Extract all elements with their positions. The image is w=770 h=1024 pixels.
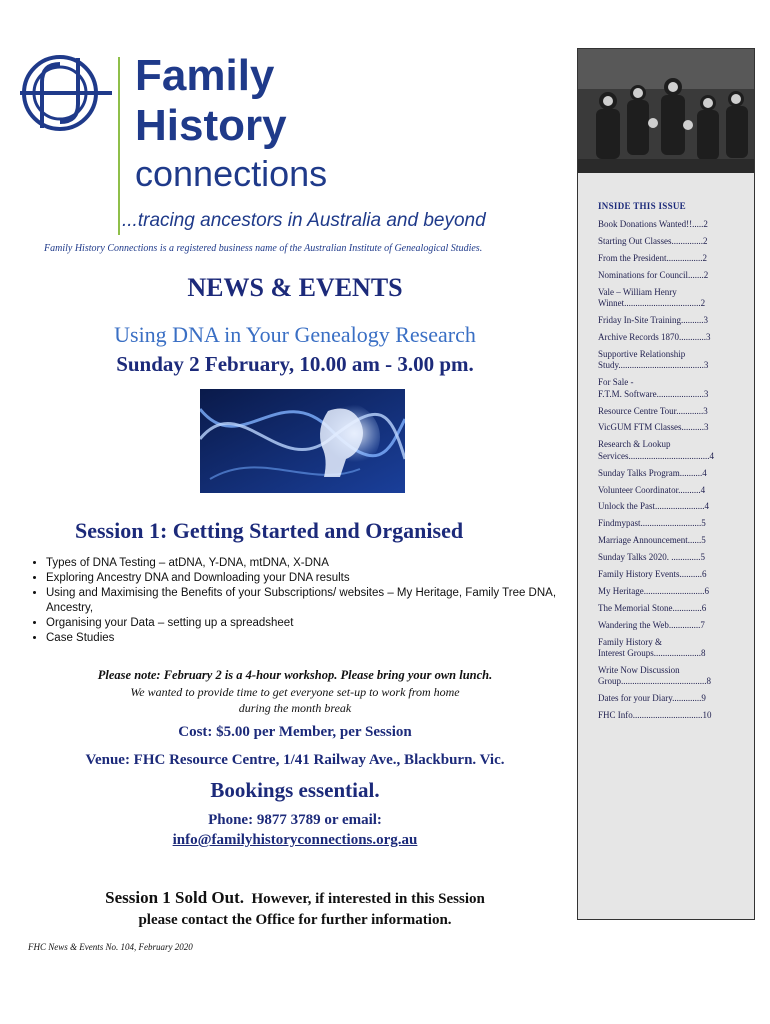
- toc-item[interactable]: [598, 693, 740, 705]
- brand-line-family: Family: [135, 51, 275, 100]
- toc-item-page: 4: [702, 467, 707, 478]
- toc-item-leader: ...........................: [640, 518, 702, 529]
- toc-item-page: 3: [703, 314, 709, 325]
- toc-item-label: The Memorial Stone: [598, 602, 673, 613]
- toc-item[interactable]: [598, 315, 740, 327]
- toc-item-page: 8: [706, 676, 711, 687]
- list-item: • Case Studies: [46, 631, 591, 646]
- toc-item[interactable]: [598, 377, 740, 400]
- toc-item-leader: ..........: [681, 314, 704, 325]
- toc-item-label: Friday In-Site Training: [598, 314, 682, 325]
- toc-item[interactable]: [598, 535, 740, 547]
- toc-item[interactable]: [598, 518, 740, 530]
- toc-item-page: 4: [704, 501, 709, 512]
- toc-item-label: Starting Out Classes: [598, 235, 672, 246]
- issue-footer: FHC News & Events No. 104, February 2020: [28, 942, 193, 952]
- workshop-note: Please note: February 2 is a 4-hour workshop. Please bring your own lunch.: [97, 668, 493, 682]
- toc-item-page: 2: [703, 235, 708, 246]
- toc-item[interactable]: [598, 665, 740, 688]
- toc-item-label: My Heritage: [598, 585, 644, 596]
- toc-item-page: 3: [703, 388, 709, 399]
- sold-out-notice: [20, 887, 570, 931]
- toc-item-leader: ......................................: [618, 360, 704, 371]
- table-of-contents: [598, 219, 740, 727]
- topic-list: [22, 556, 591, 646]
- toc-item-page: 8: [701, 648, 706, 659]
- toc-item[interactable]: [598, 620, 740, 632]
- toc-item-leader: ............: [678, 331, 706, 342]
- toc-item-page: 3: [703, 422, 709, 433]
- toc-item-page: 4: [700, 484, 706, 495]
- list-item: • Exploring Ancestry DNA and Downloading your DNA results: [46, 571, 591, 586]
- cost-text: Cost: $5.00 per Member, per Session: [178, 724, 412, 740]
- toc-item-page: 9: [701, 693, 706, 704]
- toc-item-page: 6: [702, 569, 707, 580]
- toc-item-leader: .............: [672, 693, 702, 704]
- toc-item[interactable]: [598, 439, 740, 462]
- toc-item-page: 6: [701, 602, 707, 613]
- toc-item-leader: ............: [676, 405, 704, 416]
- toc-item-label: Write Now Discussion Group: [598, 664, 680, 687]
- toc-item[interactable]: [598, 236, 740, 248]
- phone-text: Phone: 9877 3789 or email:: [208, 812, 382, 828]
- toc-item[interactable]: [598, 349, 740, 372]
- venue-text: Venue: FHC Resource Centre, 1/41 Railway Ave., Blackburn. Vic.: [85, 752, 505, 768]
- toc-item-label: Sunday Talks Program: [598, 467, 680, 478]
- logo-divider: [118, 57, 120, 235]
- list-item: • Organising your Data – setting up a spreadsheet: [46, 616, 591, 631]
- toc-item-label: Marriage Announcement: [598, 535, 688, 546]
- toc-item-label: Research & Lookup Services: [598, 439, 671, 461]
- toc-item-leader: ..............: [668, 619, 701, 630]
- toc-item-leader: ..........: [679, 569, 702, 580]
- family-photo: [578, 49, 754, 173]
- toc-item-leader: ..........: [681, 422, 704, 433]
- workshop-note-line3: during the month break: [238, 701, 352, 715]
- toc-item-leader: .....................: [653, 648, 701, 659]
- toc-item[interactable]: [598, 569, 740, 581]
- toc-item[interactable]: [598, 552, 740, 564]
- toc-item-leader: ................: [666, 252, 703, 263]
- toc-item[interactable]: [598, 332, 740, 344]
- toc-item-leader: .....: [692, 219, 704, 229]
- dna-illustration: [200, 389, 405, 493]
- toc-item-label: Family History Events: [598, 569, 680, 580]
- toc-item-leader: .............: [671, 552, 701, 563]
- toc-item-leader: .............: [672, 602, 702, 613]
- toc-item-page: 2: [700, 298, 706, 309]
- sold-out-lead: Session 1 Sold Out.: [105, 888, 245, 907]
- event-date: Sunday 2 February, 10.00 am - 3.00 pm.: [116, 352, 474, 376]
- newsletter-title: NEWS & EVENTS: [187, 273, 403, 302]
- bookings-heading: Bookings essential.: [210, 778, 380, 802]
- toc-item[interactable]: [598, 270, 740, 282]
- toc-item-page: 4: [709, 450, 714, 461]
- email-link[interactable]: info@familyhistoryconnections.org.au: [172, 832, 418, 848]
- toc-item-leader: ..........: [679, 467, 703, 478]
- toc-item[interactable]: [598, 501, 740, 513]
- toc-item-page: 3: [705, 331, 711, 342]
- toc-item[interactable]: [598, 219, 740, 231]
- toc-item-page: 2: [702, 252, 707, 263]
- toc-item-page: 10: [702, 710, 712, 721]
- toc-item-label: Sunday Talks 2020.: [598, 552, 672, 563]
- toc-item-label: Nominations for Council: [598, 269, 688, 280]
- toc-item-label: VicGUM FTM Classes: [598, 422, 682, 433]
- toc-item-label: Volunteer Coordinator: [598, 484, 679, 495]
- toc-item-leader: ...............................: [632, 710, 703, 721]
- fhc-logo-icon: [12, 52, 114, 134]
- toc-item[interactable]: [598, 287, 740, 310]
- toc-item[interactable]: [598, 637, 740, 660]
- event-heading: Using DNA in Your Genealogy Research: [114, 322, 476, 347]
- toc-item-page: 7: [700, 619, 705, 630]
- list-item: • Using and Maximising the Benefits of your Subscriptions/ websites – My Heritage, Family Tree DNA, Ancestry,: [46, 586, 591, 616]
- toc-item-leader: .....................: [656, 388, 704, 399]
- toc-item-leader: ..............: [671, 235, 703, 246]
- toc-item-label: From the President: [598, 252, 667, 263]
- toc-item-page: 2: [703, 219, 708, 229]
- session-heading: Session 1: Getting Started and Organised: [75, 518, 464, 543]
- list-item: • Types of DNA Testing – atDNA, Y-DNA, mtDNA, X-DNA: [46, 556, 591, 571]
- toc-item-page: 3: [703, 405, 708, 416]
- toc-item-page: 6: [704, 585, 709, 596]
- toc-item-label: Unlock the Past: [598, 501, 655, 512]
- toc-item-label: Resource Centre Tour: [598, 405, 677, 416]
- toc-item-page: 2: [703, 269, 709, 280]
- toc-item-leader: ..................................: [624, 298, 701, 309]
- toc-item-label: Vale – William Henry Winnet: [598, 286, 677, 309]
- toc-item[interactable]: [598, 406, 740, 418]
- sold-out-rest: However, if interested in this Session: [251, 891, 485, 907]
- toc-item-leader: ...........................: [643, 585, 705, 596]
- toc-item-label: Book Donations Wanted!!: [598, 219, 693, 229]
- toc-item-page: 5: [701, 535, 706, 546]
- toc-item-label: Findmypast: [598, 518, 641, 529]
- toc-item-label: Supportive Relationship Study: [598, 348, 686, 371]
- toc-item-leader: ......................................: [621, 676, 707, 687]
- sidebar-heading: INSIDE THIS ISSUE: [598, 201, 686, 211]
- toc-item[interactable]: [598, 253, 740, 265]
- toc-item-label: Wandering the Web: [598, 619, 669, 630]
- toc-item-label: Dates for your Diary: [598, 693, 673, 704]
- toc-item-page: 3: [703, 360, 709, 371]
- brand-line-history: History: [135, 101, 287, 150]
- toc-item-leader: ......................: [655, 501, 705, 512]
- sold-out-rest-line2: please contact the Office for further information.: [138, 912, 452, 928]
- toc-item-leader: ......: [687, 535, 702, 546]
- toc-item-leader: ..........: [678, 484, 701, 495]
- registration-note: Family History Connections is a registered business name of the Australian Institute of Genealogical Studies.: [44, 243, 483, 254]
- toc-item[interactable]: [598, 468, 740, 480]
- toc-item-label: Archive Records 1870: [598, 331, 679, 342]
- toc-item[interactable]: [598, 586, 740, 598]
- toc-item-label: Family History & Interest Groups: [598, 636, 663, 659]
- toc-item[interactable]: [598, 485, 740, 497]
- toc-item[interactable]: [598, 603, 740, 615]
- toc-item-label: FHC Info: [598, 710, 633, 721]
- workshop-note-line2: We wanted to provide time to get everyone set-up to work from home: [130, 685, 460, 699]
- brand-tagline: ...tracing ancestors in Australia and beyond: [122, 210, 486, 231]
- toc-item-label: For Sale - F.T.M. Software: [598, 377, 657, 399]
- toc-item-leader: ....................................: [628, 450, 710, 461]
- toc-item-page: 5: [700, 552, 705, 563]
- toc-item-page: 5: [701, 518, 706, 529]
- brand-line-connections: connections: [135, 153, 328, 194]
- toc-item[interactable]: [598, 422, 740, 434]
- toc-item-leader: .......: [688, 269, 704, 280]
- toc-item[interactable]: [598, 710, 740, 722]
